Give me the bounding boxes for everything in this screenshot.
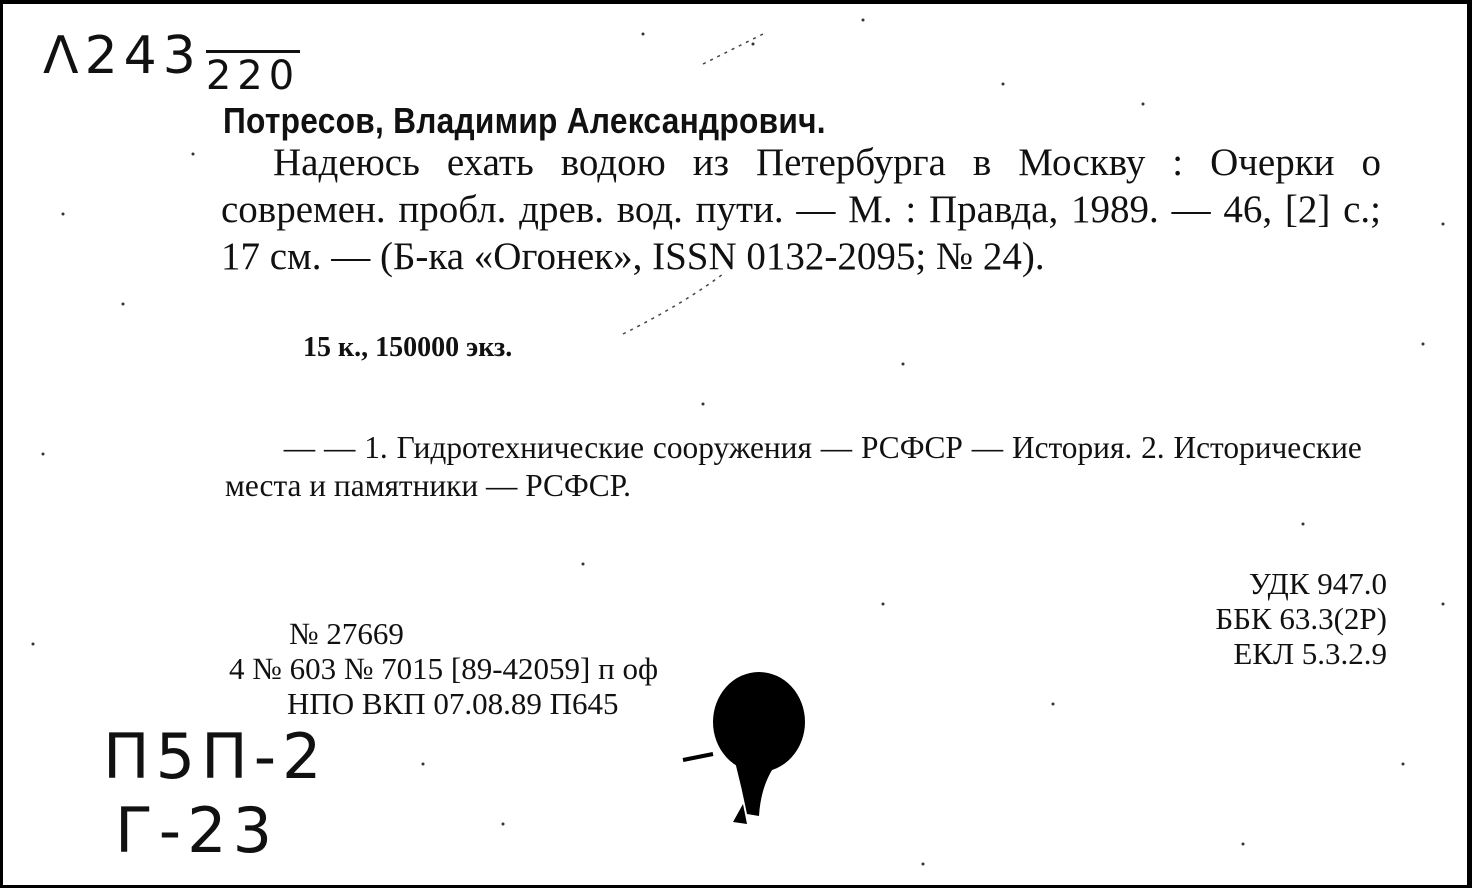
udk-index: УДК 947.0 [1248, 566, 1387, 601]
subject-headings: — — 1. Гидротехнические сооружения — РСФСР — История. 2. Исторические места и памятники — РСФСР. [225, 429, 1362, 503]
bbk-index: ББК 63.3(2Р) [1215, 601, 1387, 636]
print-info-publisher: НПО ВКП 07.08.89 П645 [287, 686, 619, 721]
scan-noise [3, 4, 1472, 888]
print-info-order: № 27669 [289, 616, 404, 651]
bibliographic-description: Надеюсь ехать водою из Петербурга в Москву : Очерки о современ. пробл. древ. вод. пути. — М. : Правда, 1989. — 46, [2] с.; 17 см. — (Б-ка «Огонек», ISSN 0132-2095; № 24). [221, 141, 1381, 278]
handwritten-code-main: Λ243 [43, 26, 202, 86]
price-and-print-run: 15 к., 150000 экз. [303, 332, 513, 363]
handwritten-shelf-number: Г-23 [115, 794, 279, 867]
ekl-index: ЕКЛ 5.3.2.9 [1233, 636, 1387, 671]
handwritten-shelf-mark: П5П-2 [103, 720, 328, 793]
handwritten-code-sub: 220 [206, 50, 300, 99]
print-info-codes: 4 № 603 № 7015 [89-42059] п оф [229, 651, 659, 686]
author-heading: Потресов, Владимир Александрович. [223, 100, 826, 141]
